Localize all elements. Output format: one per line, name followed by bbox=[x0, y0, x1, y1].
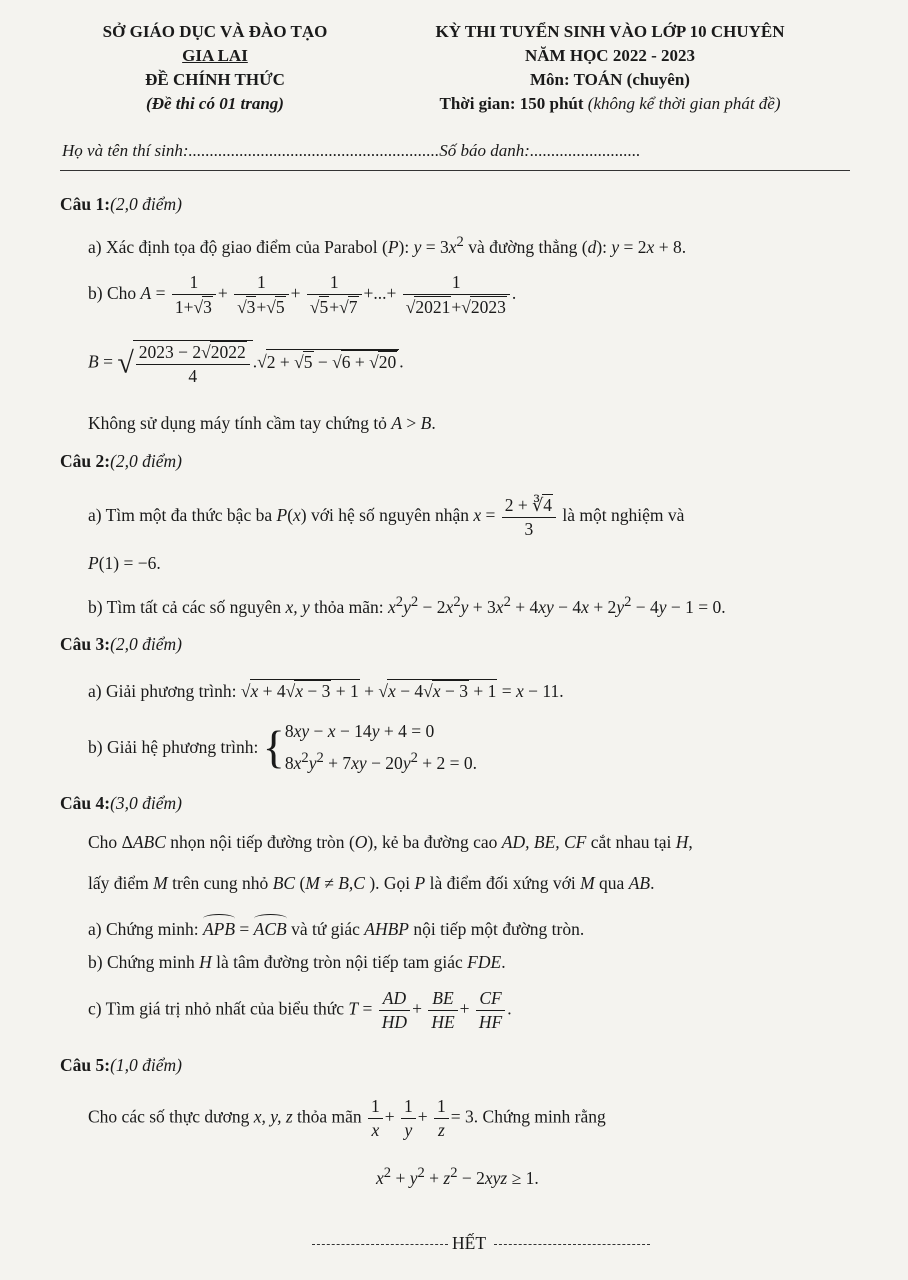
q4-heading: Câu 4:(3,0 điểm) bbox=[60, 793, 183, 813]
q5-statement: Cho các số thực dương x, y, z thỏa mãn $\frac{1}{x}$ + $\frac{1}{y}$ + $\frac{1}{z}$ = 3. Chứng minh rằng bbox=[88, 1096, 606, 1140]
q4b: b) Chứng minh H là tâm đường tròn nội tiếp tam giác FDE. bbox=[88, 952, 506, 972]
q2b: b) Tìm tất cả các số nguyên x, y thỏa mãn: $x^2y^2 - 2x^2y + 3x^2 + 4xy - 4x + 2y^2 - 4y - 1 = 0$. bbox=[88, 594, 726, 617]
candidate-id-label: Số báo danh: bbox=[439, 141, 530, 160]
q4a: a) Chứng minh: APB = ACB và tứ giác AHBP nội tiếp một đường tròn. bbox=[88, 914, 584, 940]
q2a-condition: P(1) = −6. bbox=[88, 553, 161, 573]
q2a: a) Tìm một đa thức bậc ba P(x) với hệ số nguyên nhận x = $\frac{2 + ∛4}{3}$ là một nghiệm và bbox=[88, 495, 685, 539]
header-divider bbox=[60, 170, 850, 171]
exam-title: KỲ THI TUYỂN SINH VÀO LỚP 10 CHUYÊN bbox=[435, 22, 785, 41]
end-line-left bbox=[312, 1244, 448, 1245]
end-marker: HẾT bbox=[452, 1233, 487, 1253]
time-allowed: Thời gian: 150 phút (không kể thời gian phát đề) bbox=[439, 94, 781, 113]
candidate-line: Họ và tên thí sinh:...........................................................Số báo danh:.......................... bbox=[62, 141, 641, 160]
q3a: a) Giải phương trình: √x + 4√x − 3 + 1 + √x − 4√x − 3 + 1 = x − 11. bbox=[88, 681, 564, 701]
q1-heading: Câu 1:(2,0 điểm) bbox=[60, 194, 183, 214]
subject: Môn: TOÁN (chuyên) bbox=[530, 70, 690, 89]
q3b: b) Giải hệ phương trình: {8xy − x − 14y + 4 = 0 $8x^2y^2 + 7xy - 20y^2 + 2 = 0$. bbox=[88, 721, 478, 773]
q4c: c) Tìm giá trị nhỏ nhất của biểu thức T = $\frac{AD}{HD}$ + $\frac{BE}{HE}$ + $\frac{CF}{HF}$ . bbox=[88, 988, 512, 1032]
official-label: ĐỀ CHÍNH THỨC bbox=[145, 70, 285, 89]
q1a: a) Xác định tọa độ giao điểm của Parabol (P): $y = 3x^2$ và đường thẳng (d): y = 2x + 8. bbox=[88, 234, 687, 257]
end-line-right bbox=[494, 1244, 650, 1245]
q4-intro-line2: lấy điểm M trên cung nhỏ BC (M ≠ B,C ). Gọi P là điểm đối xứng với M qua AB. bbox=[88, 873, 655, 893]
q3-heading: Câu 3:(2,0 điểm) bbox=[60, 634, 183, 654]
q5-heading: Câu 5:(1,0 điểm) bbox=[60, 1055, 183, 1075]
q1b-expression-b: B = √ $\frac{2023 - 2√2022}{4}$ .√2 + √5 − √6 + √20 . bbox=[88, 342, 404, 386]
q1-conclusion: Không sử dụng máy tính cầm tay chứng tỏ A > B. bbox=[88, 413, 436, 433]
q1b-expression-a: b) Cho A = $\frac{1}{1+√3}$ + $\frac{1}{√3+√5}$ + $\frac{1}{√5+√7}$ +...+ $\frac{1}{√2021+√2023}$ . bbox=[88, 272, 517, 317]
school-year: NĂM HỌC 2022 - 2023 bbox=[525, 46, 695, 65]
department-name: SỞ GIÁO DỤC VÀ ĐÀO TẠO bbox=[102, 22, 328, 41]
q2-heading: Câu 2:(2,0 điểm) bbox=[60, 451, 183, 471]
page-count-note: (Đề thi có 01 trang) bbox=[146, 94, 284, 113]
province-name: GIA LAI bbox=[182, 46, 248, 65]
q4-intro-line1: Cho ΔABC nhọn nội tiếp đường tròn (O), kẻ ba đường cao AD, BE, CF cắt nhau tại H, bbox=[88, 832, 693, 852]
q5-inequality: $x^2 + y^2 + z^2 - 2xyz \ge 1$. bbox=[376, 1165, 539, 1188]
candidate-name-label: Họ và tên thí sinh: bbox=[62, 141, 189, 160]
